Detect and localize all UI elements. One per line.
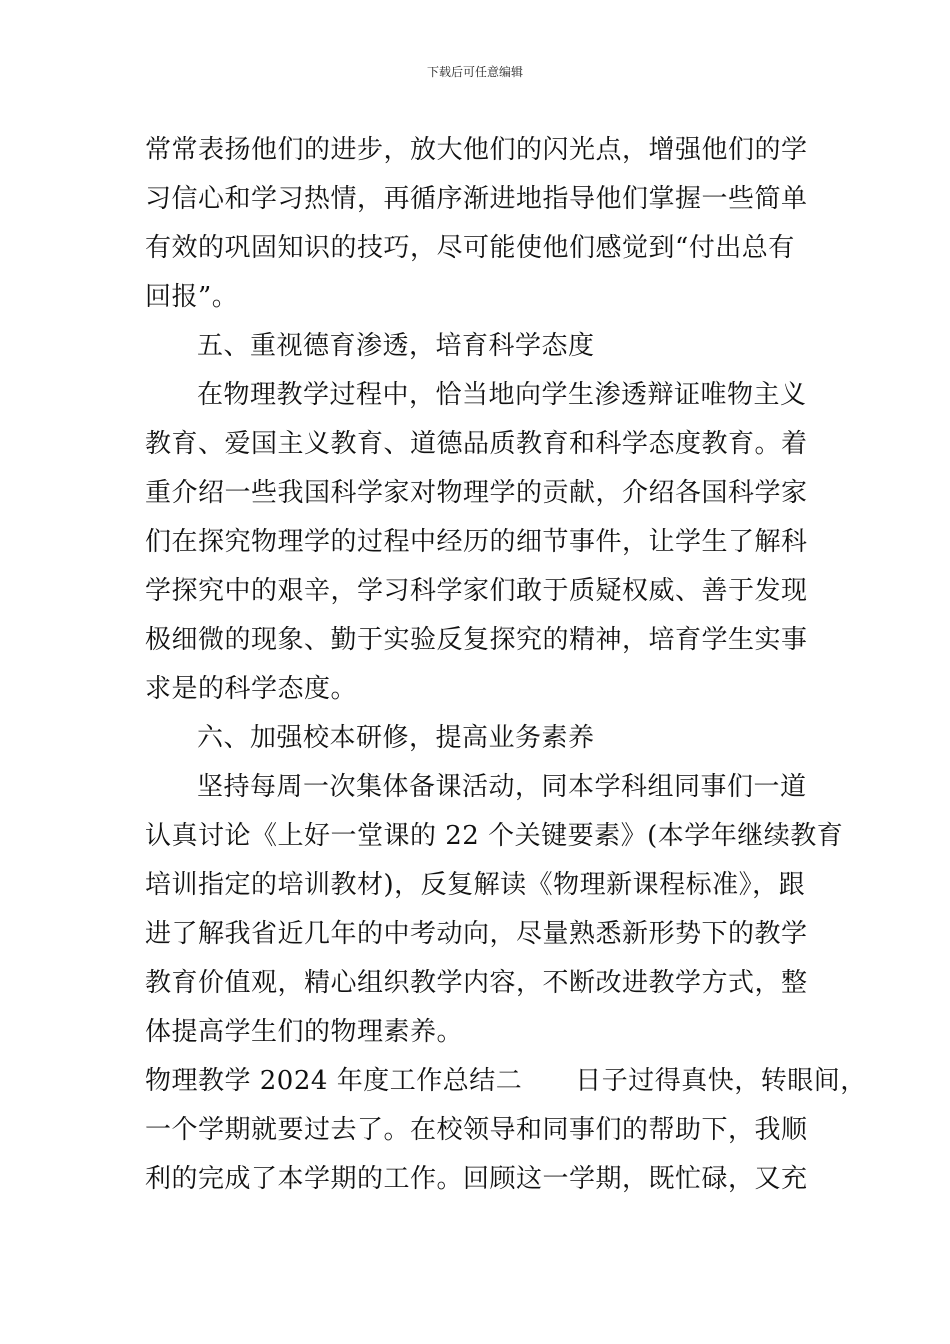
section-heading: 六、加强校本研修，提高业务素养: [197, 723, 595, 753]
text-line: 有效的巩固知识的技巧，尽可能使他们感觉到“付出总有: [145, 233, 795, 263]
text-line: 认真讨论《上好一堂课的 22 个关键要素》(本学年继续教育: [145, 821, 844, 851]
text-line: 一个学期就要过去了。在校领导和同事们的帮助下，我顺: [145, 1115, 808, 1145]
section-heading: 五、重视德育渗透，培育科学态度: [197, 331, 595, 361]
text-line: 教育、爱国主义教育、道德品质教育和科学态度教育。着: [145, 429, 808, 459]
text-line: 回报”。: [145, 282, 239, 312]
text-line: 培训指定的培训教材)，反复解读《物理新课程标准》，跟: [145, 870, 806, 900]
text-line: 体提高学生们的物理素养。: [145, 1017, 464, 1047]
document-body: [145, 126, 867, 1204]
text-line: 们在探究物理学的过程中经历的细节事件，让学生了解科: [145, 527, 808, 557]
page-header: 下载后可任意编辑: [426, 65, 523, 79]
text-line: 求是的科学态度。: [145, 674, 358, 704]
text-line: 利的完成了本学期的工作。回顾这一学期，既忙碌，又充: [145, 1164, 808, 1194]
text-line: 常常表扬他们的进步，放大他们的闪光点，增强他们的学: [145, 135, 808, 165]
text-line: 物理教学 2024 年度工作总结二 日子过得真快，转眼间，: [145, 1066, 867, 1096]
text-line: 坚持每周一次集体备课活动，同本学科组同事们一道: [197, 772, 807, 802]
text-line: 教育价值观，精心组织教学内容，不断改进教学方式，整: [145, 968, 808, 998]
text-line: 学探究中的艰辛，学习科学家们敢于质疑权威、善于发现: [145, 576, 808, 606]
text-line: 极细微的现象、勤于实验反复探究的精神，培育学生实事: [145, 625, 808, 655]
text-line: 习信心和学习热情，再循序渐进地指导他们掌握一些简单: [145, 184, 808, 214]
text-line: 在物理教学过程中，恰当地向学生渗透辩证唯物主义: [197, 380, 807, 410]
text-line: 重介绍一些我国科学家对物理学的贡献，介绍各国科学家: [145, 478, 808, 508]
text-line: 进了解我省近几年的中考动向，尽量熟悉新形势下的教学: [145, 919, 808, 949]
